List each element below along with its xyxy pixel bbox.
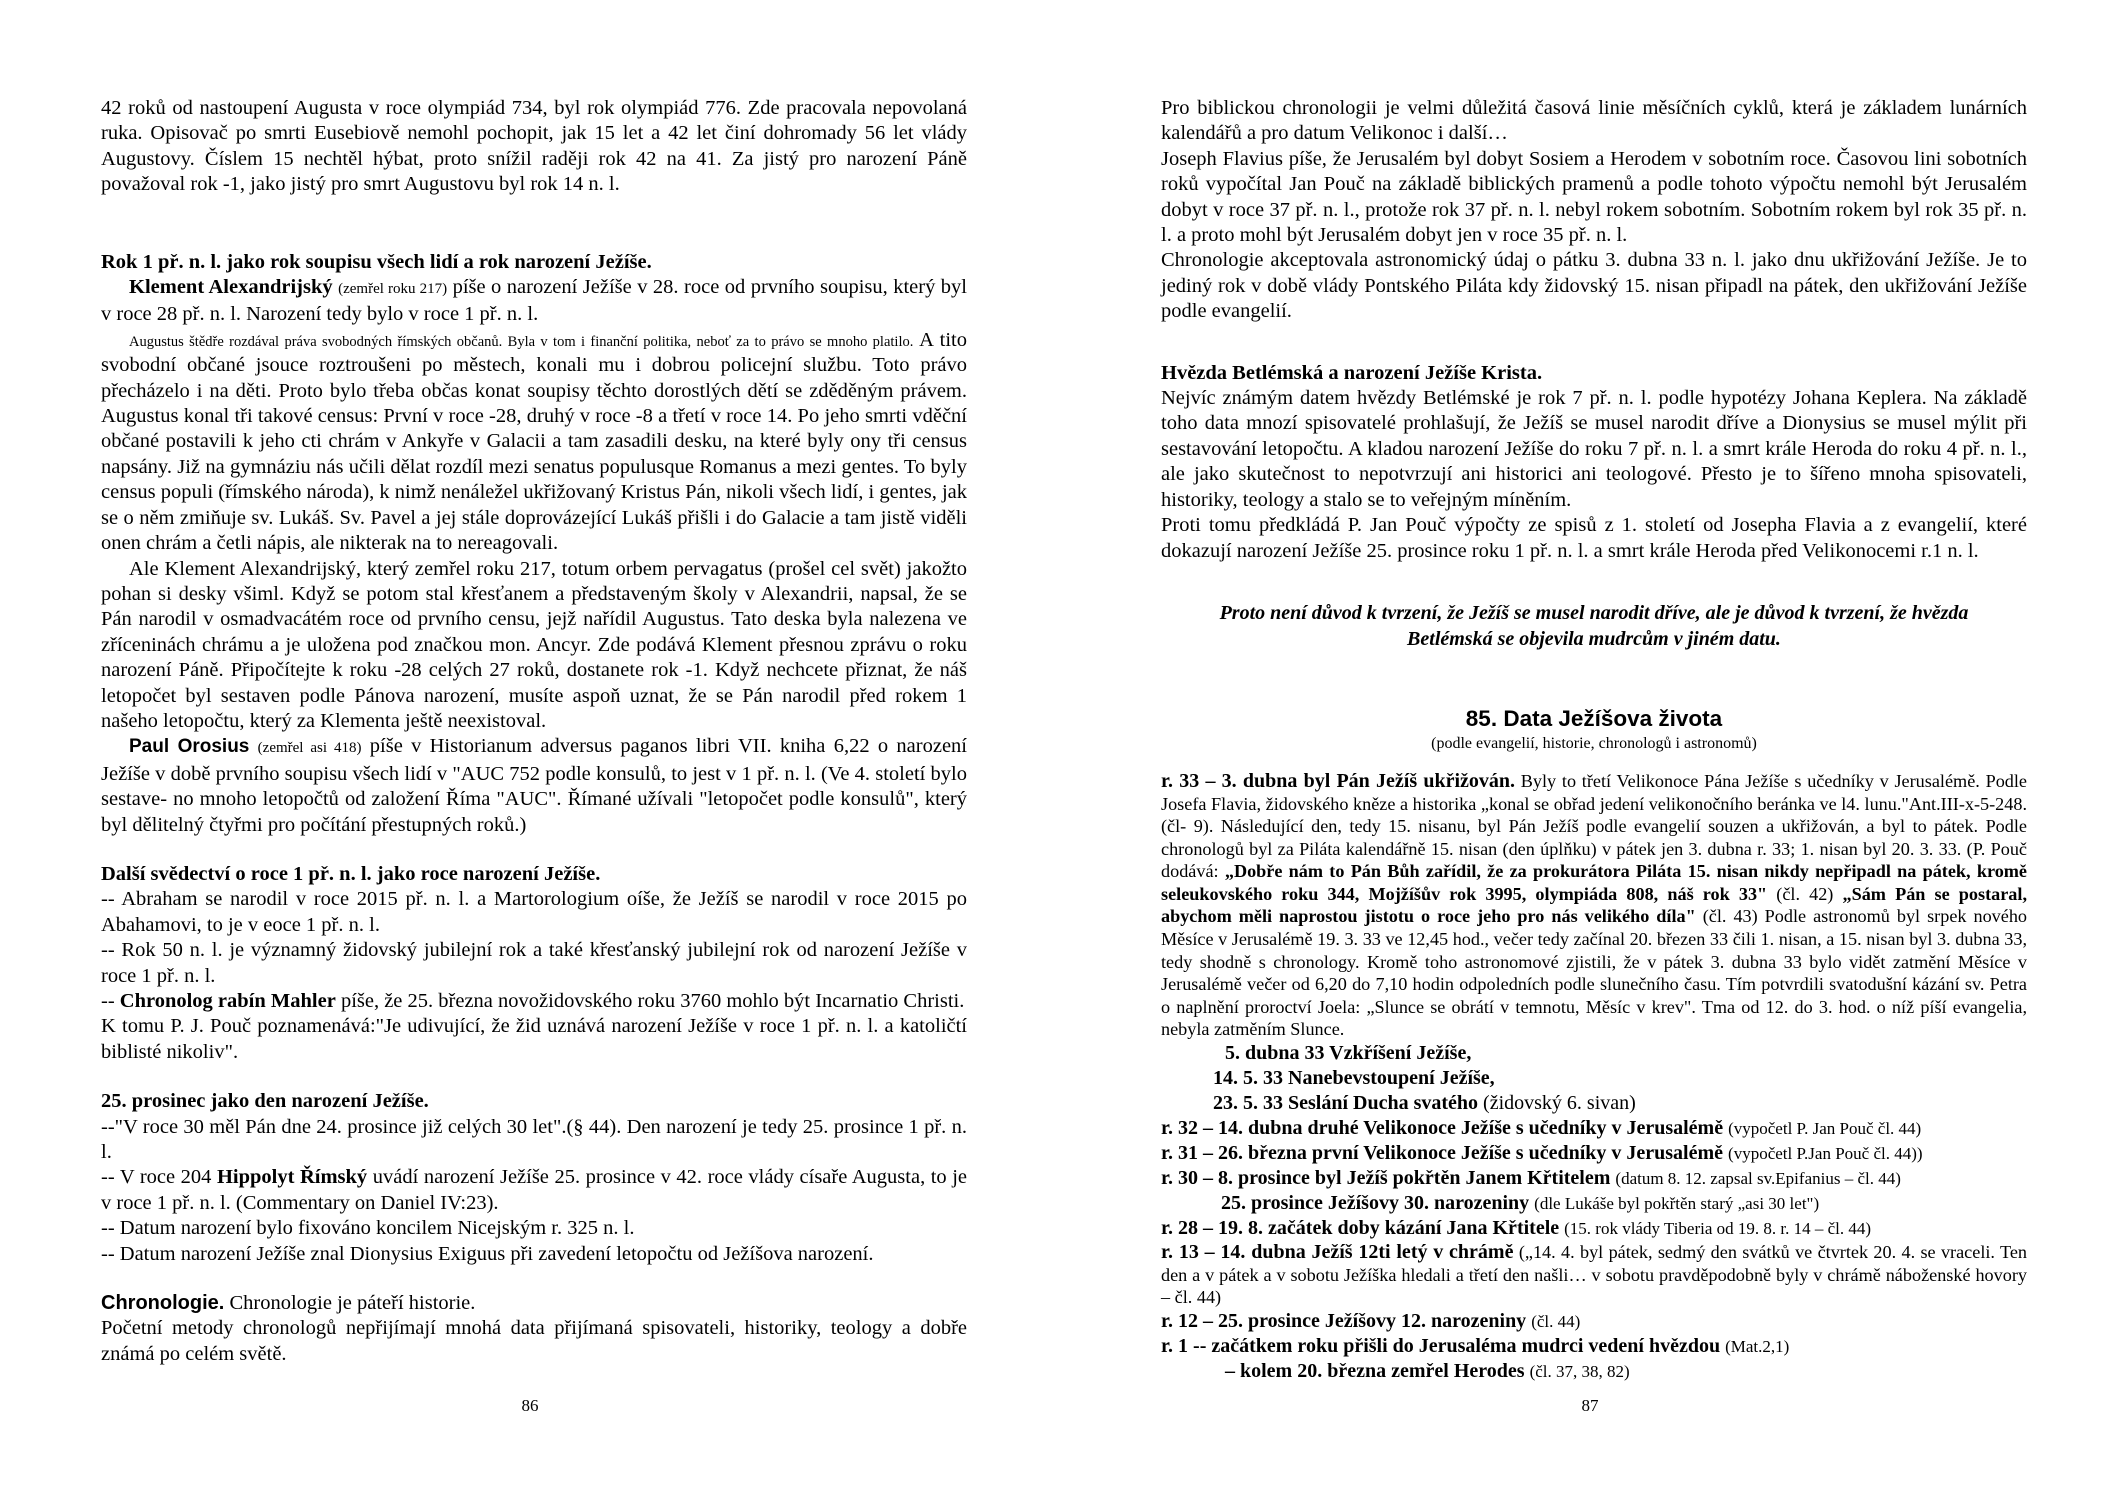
left-intro-paragraph: 42 roků od nastoupení Augusta v roce olympiád 734, byl rok olympiád 776. Zde pracovala nepovolaná ruka. Opisovač po smrti Eusebiově nemohl pochopit, jak 15 let a 42 let činí dohromady 56 let vlády Augustovy. Číslem 15 nechtěl hýbat, proto snížil raději rok 42 na 41. Za jistý pro narození Páně považoval rok -1, jako jistý pro smrt Augustovu byl rok 14 n. l.	[101, 97, 967, 196]
timeline-item-ascension: 14. 5. 33 Nanebevstoupení Ježíše,	[1213, 1067, 1495, 1090]
timeline-item-year-32: r. 32 – 14. dubna druhé Velikonoce Ježíše s učedníky v Jerusalémě (vypočetl P. Jan Pouč čl. 44)	[1161, 1117, 1922, 1140]
chronology-heading: Chronologie.	[101, 1292, 225, 1315]
flavius-paragraph: Joseph Flavius píše, že Jerusalém byl dobyt Sosiem a Herodem v sobotním roce. Časovou lini sobotních roků vypočítal Jan Pouč na základě biblických pramenů a podle tohoto výpočtu nemohl být Jerusalém dobyt v roce 37 př. n. l., protože rok 37 př. n. l. nebyl rokem sobotním. Sobotním rokem byl rok 35 př. n. l. a proto mohl být Jerusalém dobyt jen v roce 35 př. n. l.	[1161, 147, 2027, 247]
timeline-item-30th-birthday: 25. prosince Ježíšovy 30. narozeniny (dle Lukáše byl pokřtěn starý „asi 30 let")	[1221, 1192, 1820, 1215]
evidence-item-mahler: -- Chronolog rabín Mahler píše, že 25. března novožidovského roku 3760 mohlo být Incarnatio Christi.	[101, 990, 965, 1012]
december-item-dionysius: -- Datum narození Ježíše znal Dionysius Exiguus při zavedení letopočtu od Ježíšova narození.	[101, 1242, 874, 1265]
timeline-item-year-31: r. 31 – 26. března první Velikonoce Ježíše s učedníky v Jerusalémě (vypočetl P.Jan Pouč čl. 44))	[1161, 1142, 1923, 1165]
section-heading-further-evidence: Další svědectví o roce 1 př. n. l. jako roce narození Ježíše.	[101, 862, 601, 885]
timeline-item-herod-death: – kolem 20. března zemřel Herodes (čl. 37, 38, 82)	[1225, 1359, 1630, 1382]
timeline-item-year-28: r. 28 – 19. 8. začátek doby kázání Jana Křtitele (15. rok vlády Tiberia od 19. 8. r. 14 – čl. 44)	[1161, 1217, 1872, 1240]
timeline-item-year-12: r. 12 – 25. prosince Ježíšovy 12. narozeniny (čl. 44)	[1161, 1309, 1581, 1332]
december-item-1: --"V roce 30 měl Pán dne 24. prosince již celých 30 let".(§ 44). Den narození je tedy 25. prosince 1 př. n. l.	[101, 1115, 967, 1164]
orosius-paragraph: Paul Orosius (zemřel asi 418) píše v Historianum adversus paganos libri VII. kniha 6,22 o narození Ježíše v době prvního soupisu všech lidí v "AUC 752 podle konsulů, to jest v 1 př. n. l. (Ve 4. století bylo sestave- no mnoho letopočtů od založení Říma "AUC". Římané užívali "letopočet podle konsulů", který byl dělitelný čtyřmi pro počítání přestupných roků.)	[101, 735, 967, 836]
timeline-item-resurrection: 5. dubna 33 Vzkříšení Ježíše,	[1225, 1042, 1472, 1065]
timeline-list	[1161, 1041, 2027, 1384]
evidence-item-abraham: -- Abraham se narodil v roce 2015 př. n. l. a Martorologium oíše, že Ježíš se narodil v roce 2015 po Abahamovi, to je v eoce 1 př. n. l.	[101, 888, 967, 936]
timeline-item-pentecost: 23. 5. 33 Seslání Ducha svatého (židovský 6. sivan)	[1213, 1092, 1636, 1115]
chapter-title: 85. Data Ježíšova života	[1465, 705, 1723, 731]
census-paragraph: Augustus štědře rozdával práva svobodných římských občanů. Byla v tom i finanční politika, neboť za to právo se mnoho platilo. A tito svobodní občané jsouce roztroušeni po městech, konali mu i dobrou policejní službu. Toto právo přecházelo i na děti. Proto bylo třeba občas konat soupisy těchto dorostlých dětí se zděděným právem. Augustus konal tři takové census: První v roce -28, druhý v roce -8 a třetí v roce 14. Po jeho smrti vděční občané postavili k jeho cti chrám v Ankyře v Galacii a tam zasadili desku, na které byly ony tři census napsány. Již na gymnáziu nás učili dělat rozdíl mezi senatus populusque Romanus a mezi gentes. To byly census populi (římského národa), k nimž nenáležel ukřižovaný Kristus Pán, nikoli všech lidí, i gentes, jak se o něm zmiňuje sv. Lukáš. Sv. Pavel a jej stále doprovázející Lukáš přišli i do Galacie a tam jistě viděli onen chrám a četli nápis, ale nikterak na to nereagovali.	[101, 328, 968, 555]
crucifixion-date-paragraph: Chronologie akceptovala astronomický údaj o pátku 3. dubna 33 n. l. jako dnu ukřižování Ježíše. Je to jediný rok v době vlády Pontského Piláta kdy židovský 15. nisan připadl na pátek, den ukřižování Ježíše podle evangelií.	[1161, 249, 2027, 323]
page-number-left: 86	[521, 1396, 539, 1415]
pouc-calculations-paragraph: Proti tomu předkládá P. Jan Pouč výpočty ze spisů z 1. století od Josepha Flavia a z evangelií, které dokazují narození Ježíše 25. prosince roku 1 př. n. l. a smrt krále Heroda před Velikonocemi r.1 n. l.	[1161, 514, 2027, 562]
section-heading-year-1-bc: Rok 1 př. n. l. jako rok soupisu všech lidí a rok narození Ježíše.	[101, 250, 652, 273]
kepler-paragraph: Nejvíc známým datem hvězdy Betlémské je rok 7 př. n. l. podle hypotézy Johana Keplera. Na základě toho data mnozí spisovatelé prohlašují, že Ježíš se musel narodit dříve a Dionysius se musel mýlit při sestavování letopočtu. A kladou narození Ježíše do roku 7 př. n. l. a smrt krále Heroda do roku 4 př. n. l., ale jako skutečnost to nepotvrzují ani historici ani teologové. Přesto je to šířeno mnoha spisovateli, historiky, teology a stalo se to veřejným míněním.	[1161, 387, 2027, 511]
december-item-hippolyt: -- V roce 204 Hippolyt Římský uvádí narození Ježíše 25. prosince v 42. roce vlády císaře Augusta, to je v roce 1 př. n. l. (Commentary on Daniel IV:23).	[101, 1166, 968, 1214]
timeline-item-year-30-baptism: r. 30 – 8. prosince byl Ježíš pokřtěn Janem Křtitelem (datum 8. 12. zapsal sv.Epifanius – čl. 44)	[1161, 1167, 1901, 1190]
author-name-clement: Klement Alexandrijský	[129, 276, 333, 299]
small-print-note: Augustus štědře rozdával práva svobodných římských občanů. Byla v tom i finanční politika, neboť za to právo se mnoho platilo.	[129, 333, 914, 350]
timeline-item-year-1-magi: r. 1 -- začátkem roku přišli do Jerusaléma mudrci vedení hvězdou (Mat.2,1)	[1161, 1334, 1790, 1357]
page-number-right: 87	[1581, 1396, 1599, 1415]
author-name-orosius: Paul Orosius	[129, 736, 250, 758]
section-heading-december-25: 25. prosinec jako den narození Ježíše.	[101, 1090, 429, 1113]
clement-paragraph: Klement Alexandrijský (zemřel roku 217) píše o narození Ježíše v 28. roce od prvního soupisu, který byl v roce 28 př. n. l. Narození tedy bylo v roce 1 př. n. l.	[101, 276, 968, 326]
right-page	[1161, 96, 2027, 1384]
section-heading-star-of-bethlehem: Hvězda Betlémská a narození Ježíše Krista.	[1161, 361, 1543, 384]
chronology-text: Početní metody chronologů nepřijímají mnohá data přijímaná spisovateli, historiky, teology a dobře známá po celém světě.	[101, 1317, 967, 1365]
evidence-item-jubilee: -- Rok 50 n. l. je významný židovský jubilejní rok a také křesťanský jubilejní rok od narození Ježíše v roce 1 př. n. l.	[101, 939, 967, 987]
timeline-item-year-13: r. 13 – 14. dubna Ježíš 12ti letý v chrámě („14. 4. byl pátek, sedmý den svátků ve čtvrtek 20. 4. se vraceli. Ten den a v pátek a v sobotu Ježíška hledali a třetí den našli… v sobotu pravděpodobně byly v chrámě náboženské hovory – čl. 44)	[1161, 1241, 2027, 1308]
december-item-nicaea: -- Datum narození bylo fixováno koncilem Nicejským r. 325 n. l.	[101, 1217, 635, 1240]
left-page	[101, 96, 967, 1367]
chapter-subtitle: (podle evangelií, historie, chronologů i astronomů)	[1431, 734, 1757, 752]
conclusion-statement: Proto není důvod k tvrzení, že Ježíš se musel narodit dříve, ale je důvod k tvrzení, že hvězda Betlémská se objevila mudrcům v jiném datu.	[1219, 601, 1969, 650]
clement-alexandria-paragraph: Ale Klement Alexandrijský, který zemřel roku 217, totum orbem pervagatus (prošel cel svět) jakožto pohan si desky všiml. Když se potom stal křesťanem a představeným školy v Alexandrii, napsal, že se Pán narodil v osmadvacátém roce od prvního censu, jejž nařídil Augustus. Tato deska byla nalezena ve zříceninách chrámu a je uložena pod značkou mon. Ancyr. Zde podává Klement přesnou zprávu o roku narození Páně. Připočítejte k roku -28 celých 27 roků, dostanete rok -1. Když nechcete přiznat, že náš letopočet byl sestaven podle Pánova narození, musíte aspoň uznat, že se Pán narodil před rokem 1 našeho letopočtu, který za Klementa ještě neexistoval.	[101, 557, 967, 732]
lunar-cycles-paragraph: Pro biblickou chronologii je velmi důležitá časová linie měsíčních cyklů, která je základem lunárních kalendářů a pro datum Velikonoc i další…	[1161, 97, 2027, 145]
chronology-paragraph: Chronologie. Chronologie je páteří historie.	[101, 1292, 476, 1315]
evidence-item-pouc-note: K tomu P. J. Pouč poznamenává:"Je udivující, že žid uznává narození Ježíše v roce 1 př. n. l. a katoličtí biblisté nikoliv".	[101, 1015, 967, 1063]
crucifixion-entry: r. 33 – 3. dubna byl Pán Ježíš ukřižován. Byly to třetí Velikonoce Pána Ježíše s učedníky v Jerusalémě. Podle Josefa Flavia, židovského kněze a historika „konal se obřad jedení velikonočního beránka ve l4. lunu."Ant.III-x-5-248. (čl- 9). Následující den, tedy 15. nisanu, byl Pán Ježíš podle evangelií souzen a ukřižován, a byl to pátek. Podle chronologů byl za Piláta kalendářně 15. nisan (den úplňku) v pátek jen 3. dubna r. 33; 1. nisan byl 20. 3. 33. (P. Pouč dodává: „Dobře nám to Pán Bůh zařídil, že za prokurátora Piláta 15. nisan nikdy nepřipadl na pátek, kromě seleukovského roku 344, Mojžíšův rok 3995, olympiáda 808, náš rok 33" (čl. 42) „Sám Pán se postaral, abychom měli naprostou jistotu o roce jeho pro nás velikého díla" (čl. 43) Podle astronomů byl srpek nového Měsíce v Jerusalémě 19. 3. 33 ve 12,45 hod., večer tedy začínal 20. březen 33 čili 1. nisan, a 15. nisan byl 3. dubna 33, tedy shodně s chronology. Kromě toho astronomové zjistili, že v pátek 3. dubna 33 bylo vidět zatmění Měsíce v Jerusalémě večer od 6,20 do 7,10 hodin odpoledních podle slunečního času. Tím potvrdili svatodušní kázání sv. Petra o naplnění proroctví Joela: „Slunce se obrátí v temnotu, Měsíc v krev". Tma od 12. do 3. hod. o níž píší evangelia, nebyla zatměním Slunce.	[1161, 769, 2028, 1040]
